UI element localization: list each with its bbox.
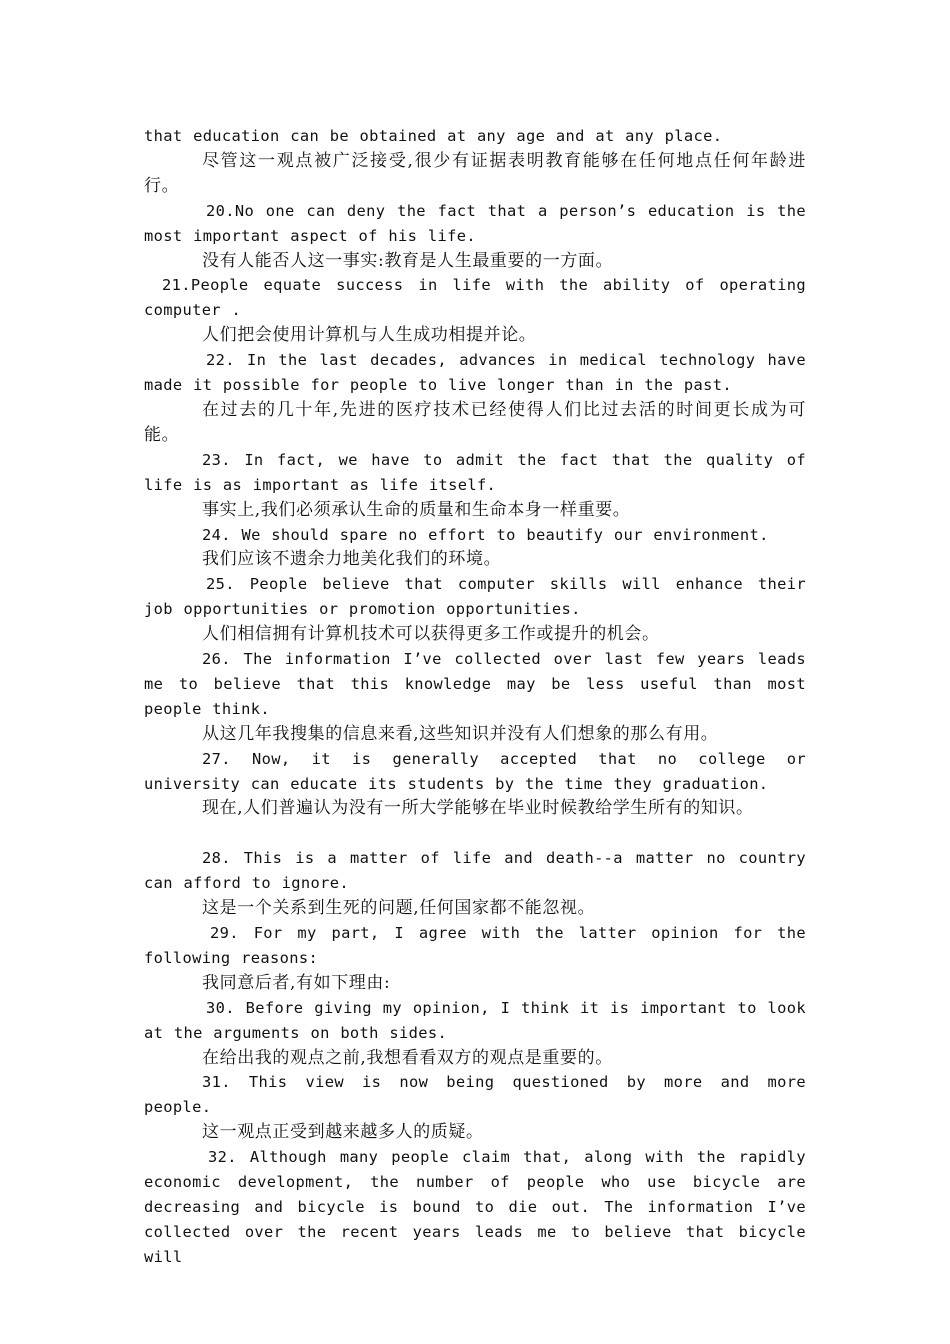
translation-21: 人们把会使用计算机与人生成功相提并论。 [202,325,537,346]
document-page [144,124,806,1270]
translation-28: 这是一个关系到生死的问题,任何国家都不能忽视。 [202,898,596,919]
translation-20: 没有人能否人这一事实:教育是人生最重要的一方面。 [202,250,614,271]
sentence-22: 22. In the last decades, advances in medical technology have made it possible for people to live longer than in the past. [144,351,806,395]
sentence-23: 23. In fact, we have to admit the fact that the quality of life is as important as life itself. [144,450,806,494]
sentence-20: 20.No one can deny the fact that a person’s education is the most important aspect of his life. [144,201,806,245]
translation-30: 在给出我的观点之前,我想看看双方的观点是重要的。 [202,1047,613,1068]
translation-24: 我们应该不遗余力地美化我们的环境。 [202,549,502,570]
translation-23: 事实上,我们必须承认生命的质量和生命本身一样重要。 [202,499,631,520]
sentence-31: 31. This view is now being questioned by more and more people. [144,1073,806,1117]
translation-31: 这一观点正受到越来越多人的质疑。 [202,1122,484,1143]
translation-29: 我同意后者,有如下理由: [202,972,391,993]
line-education-age: that education can be obtained at any age and at any place. [144,127,723,145]
sentence-25: 25. People believe that computer skills will enhance their job opportunities or promotion opportunities. [144,575,806,619]
sentence-32: 32. Although many people claim that, along with the rapidly economic development, the number of people who use bicycle are decreasing and bicycle is bound to die out. The information I’ve collected over the recent years leads me to believe that bicycle will [144,1148,806,1266]
sentence-27: 27. Now, it is generally accepted that no college or university can educate its students by the time they graduation. [144,749,806,793]
sentence-21: 21.People equate success in life with the ability of operating computer . [144,276,806,320]
translation-25: 人们相信拥有计算机技术可以获得更多工作或提升的机会。 [202,624,660,645]
sentence-26: 26. The information I’ve collected over last few years leads me to believe that this knowledge may be less useful than most people think. [144,650,806,718]
translation-26: 从这几年我搜集的信息来看,这些知识并没有人们想象的那么有用。 [202,723,719,744]
sentence-24: 24. We should spare no effort to beautify our environment. [202,525,769,544]
translation-27: 现在,人们普遍认为没有一所大学能够在毕业时候教给学生所有的知识。 [202,798,754,819]
translation-22: 在过去的几十年,先进的医疗技术已经使得人们比过去活的时间更长成为可能。 [144,399,806,445]
blank-line [144,821,806,846]
sentence-29: 29. For my part, I agree with the latter opinion for the following reasons: [144,923,806,967]
sentence-28: 28. This is a matter of life and death--a matter no country can afford to ignore. [144,849,806,893]
translation-education-age: 尽管这一观点被广泛接受,很少有证据表明教育能够在任何地点任何年龄进行。 [144,150,806,196]
sentence-30: 30. Before giving my opinion, I think it is important to look at the arguments on both sides. [144,998,806,1042]
